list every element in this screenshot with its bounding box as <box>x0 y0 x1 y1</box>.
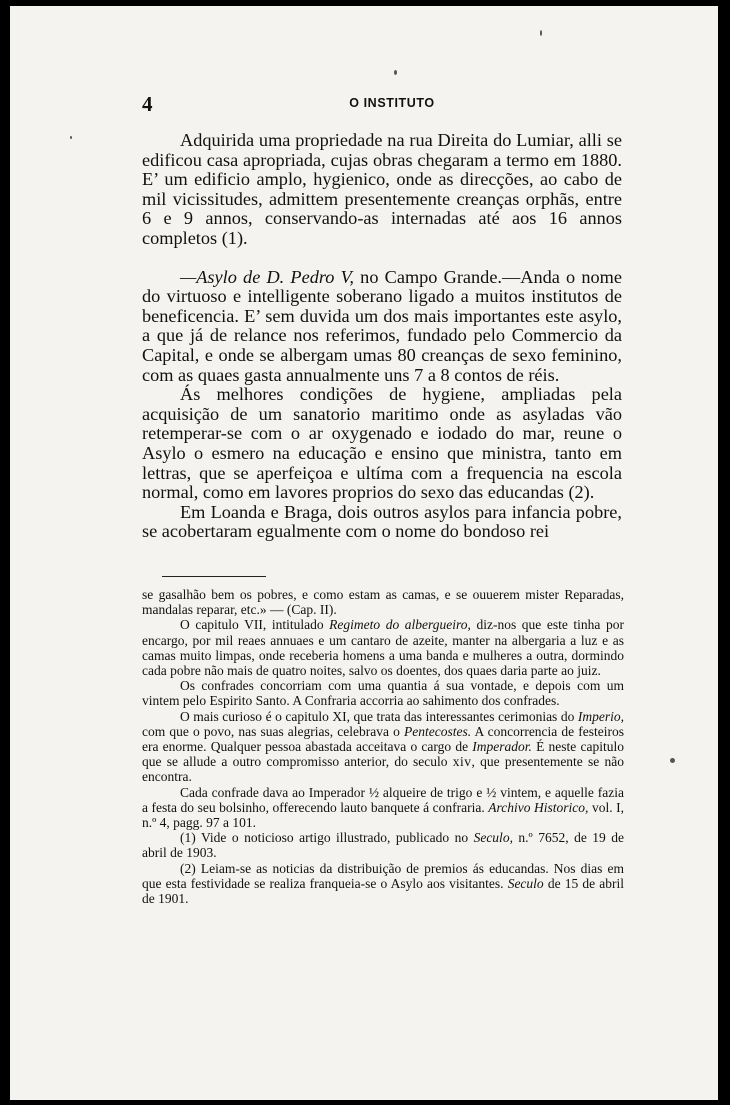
footnote-text: É neste capitulo que se allude a outro compromisso anterior, do seculo <box>142 739 624 770</box>
footnote-italic: Regimeto do albergueiro, <box>329 617 471 633</box>
page-number: 4 <box>142 92 153 116</box>
footnote-imperador <box>142 785 624 831</box>
footnote-text: (2) Leiam-se as noticias da distribuição de premios ás educandas. Nos dias em que esta festividade se realiza franqueia-se o Asylo aos visitantes. <box>142 860 624 891</box>
ink-speck <box>70 136 72 139</box>
footnote-text: (1) Vide o noticioso artigo illustrado, publicado no <box>180 830 474 846</box>
document-page <box>10 6 718 1100</box>
footnotes <box>142 587 624 906</box>
footnote-italic: Imperador. <box>472 739 532 755</box>
ink-speck <box>670 758 675 763</box>
paragraph-loanda-braga: Em Loanda e Braga, dois outros asylos para infancia pobre, se acobertaram egualmente com o nome do bondoso rei <box>142 501 622 542</box>
footnote-italic: Seculo, <box>473 830 513 846</box>
asylo-title: —Asylo de D. Pedro V, <box>180 266 354 287</box>
footnote-text: n.º 7652, de 19 de abril de 1903. <box>142 830 624 861</box>
footnote-capitulo-vii <box>142 617 624 678</box>
footnote-continuation: se gasalhão bem os pobres, e como estam as camas, e se ouuerem mister Reparadas, mandalas reparar, etc.» — (Cap. II). <box>142 587 624 618</box>
paragraph-lumiar: Adquirida uma propriedade na rua Direita do Lumiar, alli se edificou casa apropriada, cujas obras chegaram a termo em 1880. E’ um edificio amplo, hygienico, onde as direcções, ao cabo de mil vicissitudes, admittem presentemente creanças orphãs, entre 6 e 9 annos, conservando-as internadas até aos 16 annos completos (1). <box>142 130 622 248</box>
footnote-text: O mais curioso é o capitulo XI, que trata das interessantes cerimonias do <box>180 708 578 724</box>
body-text <box>142 131 622 542</box>
footnote-text: diz-nos que este tinha por encargo, por mil reaes annuaes e um cantaro de azeite, manter na albergaria a luz e as camas muito limpas, onde receberia homens a uma banda e mulheres a outra, dormindo cada pobre não mais de quatro noites, salvo os doentes, dos quaes daria parte ao juiz. <box>142 617 624 679</box>
ink-speck <box>540 30 542 36</box>
footnote-text: com que o povo, nas suas alegrias, celebrava o <box>142 723 404 739</box>
footnote-1 <box>142 830 624 860</box>
page-header <box>142 92 642 116</box>
paragraph-asylo-text: no Campo Grande.—Anda o nome do virtuoso e intelligente soberano ligado a muitos institutos de beneficencia. E’ sem duvida um dos mais importantes este asylo, a que já de relance nos referimos, fundado pelo Commercio da Capital, e onde se albergam umas 80 creanças de sexo feminino, com as quaes gasta annualmente uns 7 a 8 contos de réis. <box>142 266 622 385</box>
footnote-2 <box>142 861 624 907</box>
footnote-italic: Archivo Historico, <box>488 799 589 815</box>
footnote-text: , que presentemente se não encontra. <box>142 754 624 785</box>
footnote-text: O capitulo VII, intitulado <box>180 617 330 633</box>
footnote-confrades: Os confrades concorriam com uma quantia á sua vontade, e depois com um vintem pelo Espirito Santo. A Confraria accorria ao sahimento dos confrades. <box>142 678 624 709</box>
footnote-divider <box>162 576 266 577</box>
footnote-capitulo-xi <box>142 709 624 785</box>
footnote-text: de 15 de abril de 1901. <box>142 875 624 907</box>
footnote-text: A concorrencia de festeiros era enorme. Qualquer pessoa abastada acceitava o cargo de <box>142 723 625 755</box>
paragraph-hygiene: Ás melhores condições de hygiene, ampliadas pela acquisição de um sanatorio maritimo onde as asyladas vão retemperar-se com o ar oxygenado e iodado do mar, reune o Asylo o esmero na educação e ensino que ministra, tanto em lettras, que se aperfeiçoa e ultíma com a frequencia na escola normal, como em lavores proprios do sexo das educandas (2). <box>142 384 622 503</box>
footnote-text: vol. I, n.º 4, pagg. 97 a 101. <box>142 799 624 831</box>
ink-speck <box>394 70 397 75</box>
footnote-italic: Imperio, <box>577 708 624 724</box>
running-title: O INSTITUTO <box>349 96 435 110</box>
footnote-italic: Seculo <box>507 875 544 891</box>
footnote-century: xiv <box>452 754 472 770</box>
footnote-italic: Pentecostes. <box>403 723 472 739</box>
footnote-text: Cada confrade dava ao Imperador ½ alqueire de trigo e ½ vintem, e aquelle fazia a festa do seu bolsinho, offerecendo lauto banquete á confraria. <box>142 784 624 815</box>
paragraph-asylo-pedro-v <box>142 268 622 386</box>
